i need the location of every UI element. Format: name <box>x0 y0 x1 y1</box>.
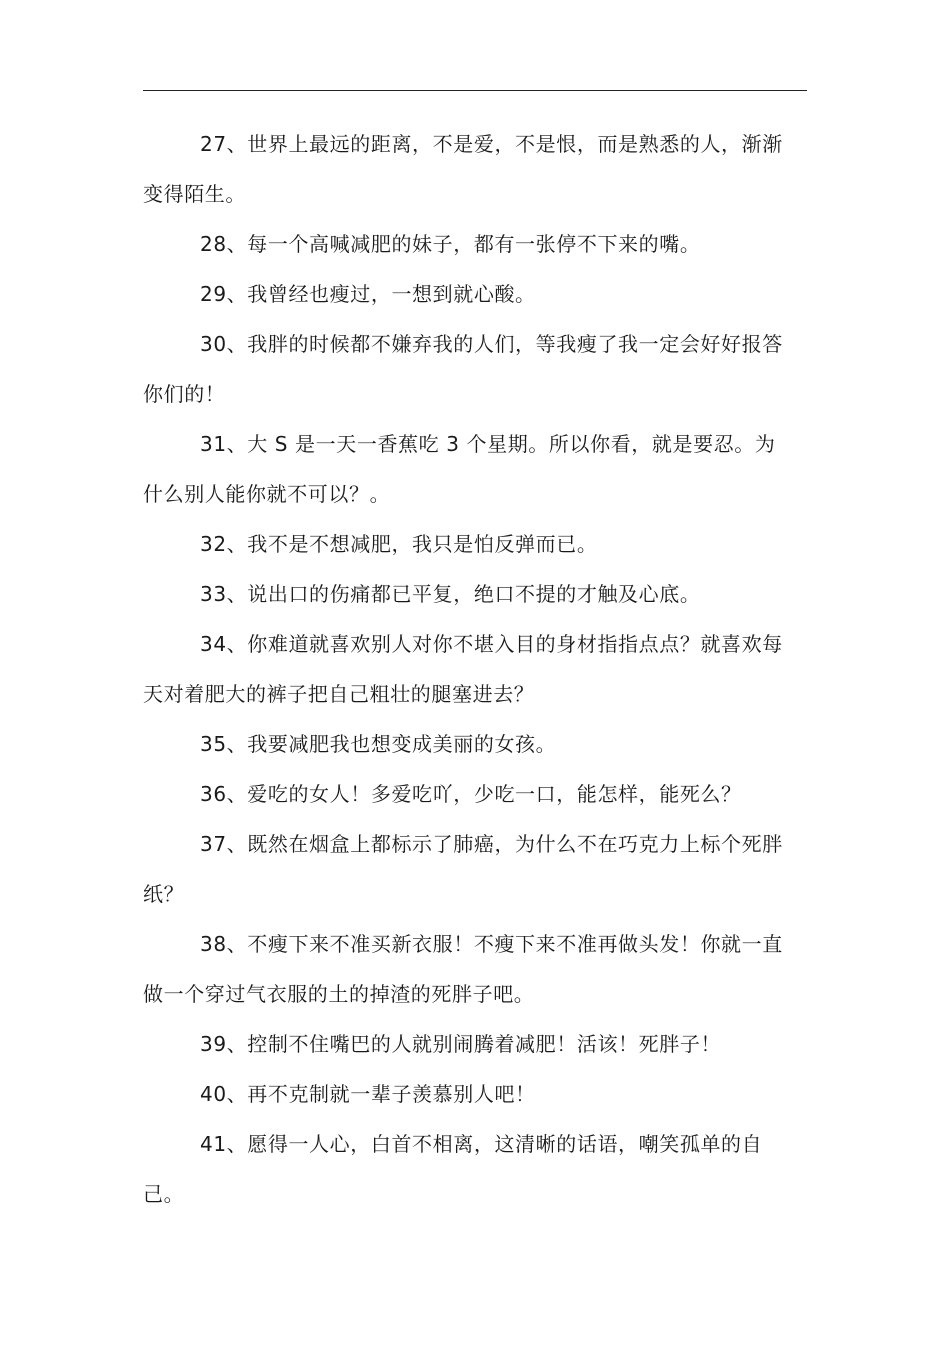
document-body <box>143 119 783 1219</box>
paragraph-29: 29、我曾经也瘦过，一想到就心酸。 <box>200 282 536 306</box>
paragraph-41: 41、愿得一人心，白首不相离，这清晰的话语，嘲笑孤单的自己。 <box>143 1132 763 1206</box>
paragraph-33: 33、说出口的伤痛都已平复，绝口不提的才触及心底。 <box>200 582 701 606</box>
paragraph-40: 40、再不克制就一辈子羡慕别人吧！ <box>200 1082 536 1106</box>
paragraph-32: 32、我不是不想减肥，我只是怕反弹而已。 <box>200 532 598 556</box>
paragraph-34: 34、你难道就喜欢别人对你不堪入目的身材指指点点？就喜欢每天对着肥大的裤子把自己粗壮的腿塞进去？ <box>143 632 783 706</box>
paragraph-30: 30、我胖的时候都不嫌弃我的人们，等我瘦了我一定会好好报答你们的！ <box>143 332 783 406</box>
paragraph-35: 35、我要减肥我也想变成美丽的女孩。 <box>200 732 557 756</box>
paragraph-38: 38、不瘦下来不准买新衣服！不瘦下来不准再做头发！你就一直做一个穿过气衣服的土的掉渣的死胖子吧。 <box>143 932 783 1006</box>
paragraph-27: 27、世界上最远的距离，不是爱，不是恨，而是熟悉的人，渐渐变得陌生。 <box>143 132 783 206</box>
header-divider <box>143 90 807 91</box>
paragraph-28: 28、每一个高喊减肥的妹子，都有一张停不下来的嘴。 <box>200 232 701 256</box>
paragraph-39: 39、控制不住嘴巴的人就别闹腾着减肥！活该！死胖子！ <box>200 1032 722 1056</box>
paragraph-31: 31、大 S 是一天一香蕉吃 3 个星期。所以你看，就是要忍。为什么别人能你就不可以？。 <box>143 432 776 506</box>
paragraph-37: 37、既然在烟盒上都标示了肺癌，为什么不在巧克力上标个死胖纸？ <box>143 832 783 906</box>
paragraph-36: 36、爱吃的女人！多爱吃吖，少吃一口，能怎样，能死么？ <box>200 782 742 806</box>
